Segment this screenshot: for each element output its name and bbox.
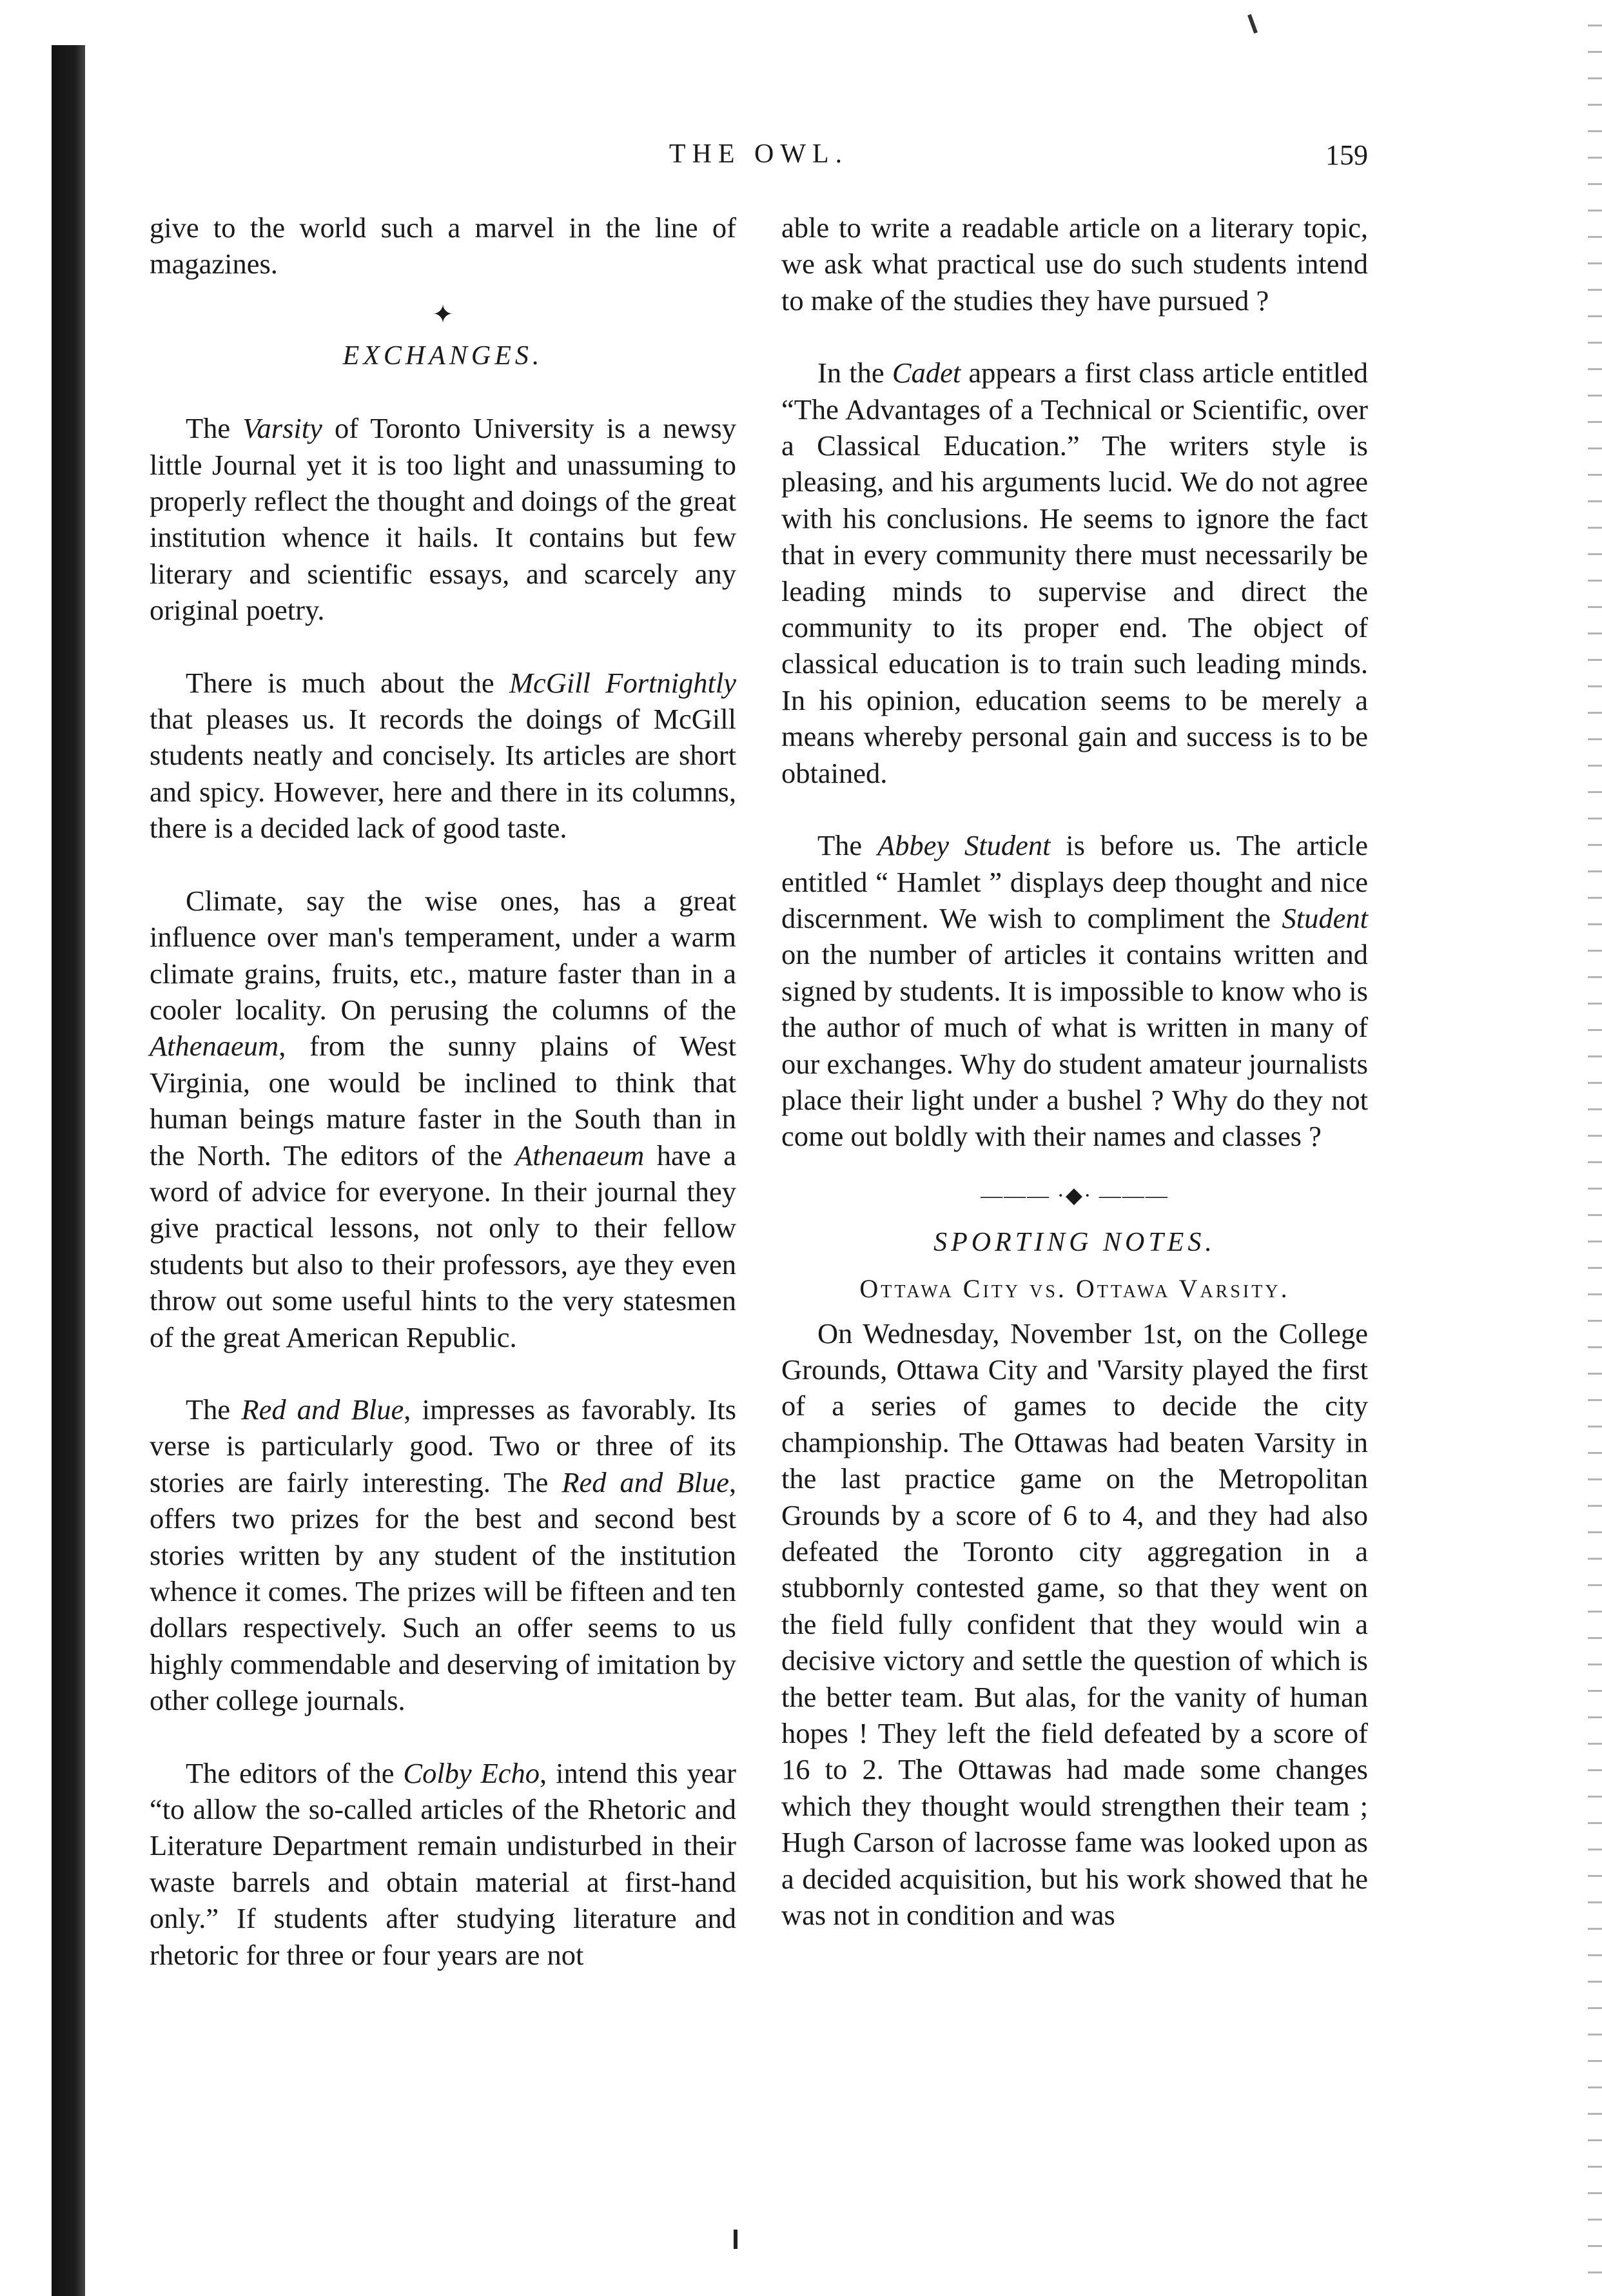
italic-title: Colby Echo (403, 1756, 540, 1789)
text-run: The (817, 829, 877, 862)
italic-title: Athenaeum (515, 1139, 645, 1172)
paragraph (781, 355, 1368, 791)
scan-speck (1247, 14, 1258, 34)
text-run: In the (817, 357, 892, 389)
paragraph (150, 410, 736, 628)
paragraph (781, 827, 1368, 1155)
continuation-text: able to write a readable article on a literary topic, we ask what practical use do such students intend to make of the studies they have pursued ? (781, 211, 1368, 317)
italic-title: Abbey Student (877, 829, 1051, 862)
page-number: 159 (1325, 139, 1368, 171)
paragraph (150, 883, 736, 1355)
text-run: There is much about the (186, 666, 509, 699)
scan-speck (734, 2230, 738, 2249)
paragraph (150, 665, 736, 847)
text-run: , from the sunny plains of West Virginia, one would be inclined to think that human beings mature faster in the South than in the North. The editors of the (150, 1030, 736, 1172)
italic-title: Varsity (242, 412, 322, 445)
running-head: THE OWL. (669, 139, 849, 169)
paragraph (150, 1391, 736, 1719)
italic-title: Red and Blue (562, 1466, 729, 1498)
text-run: is before us. The article entitled “ Hamlet ” displays deep thought and nice discernment. We wish to compliment the (781, 829, 1368, 934)
text-run: of Toronto University is a newsy little Journal yet it is too light and unassuming to properly reflect the thought and doings of the great institution whence it hails. It contains but few literary and scientific essays, and scarcely any original poetry. (150, 412, 736, 627)
paragraph (150, 1755, 736, 1973)
section-heading-sporting-notes: SPORTING NOTES. (933, 1227, 1216, 1257)
paragraph (781, 1315, 1368, 1934)
italic-title: Red and Blue (241, 1393, 404, 1426)
text-run: The (186, 1393, 242, 1426)
italic-title: Athenaeum (150, 1030, 279, 1063)
ornament-icon: ✦ (432, 299, 454, 329)
text-run: , impresses as favorably. Its verse is particularly good. Two or three of its stories are fairly interesting. The (150, 1393, 737, 1498)
article-subheading: Ottawa City vs. Ottawa Varsity. (859, 1274, 1290, 1304)
text-run: that pleases us. It records the doings of McGill students neatly and concisely. Its articles are short and spicy. However, here and there in its columns, there is a decided lack of good taste. (150, 703, 736, 845)
left-column (150, 210, 736, 1973)
section-heading-exchanges: EXCHANGES. (342, 340, 543, 371)
page-header (150, 139, 1368, 184)
text-run: appears a first class article entitled “The Advantages of a Technical or Scientific, over a Classical Education.” The writers style is pleasing, and his arguments lucid. We do not agree with his conclusions. He seems to ignore the fact that in every community there must necessarily be leading minds to supervise and direct the community to its proper end. The object of classical education is to train such leading minds. In his opinion, education seems to be merely a means whereby personal gain and success is to be obtained. (781, 357, 1368, 789)
right-column (781, 210, 1368, 1933)
italic-title: Cadet (892, 357, 961, 389)
scan-edge-noise (1588, 0, 1602, 2296)
text-run: , offers two prizes for the best and second best stories written by any student of the institution whence it comes. The prizes will be fifteen and ten dollars respectively. Such an offer seems to us highly commendable and deserving of imitation by other college journals. (150, 1466, 736, 1717)
text-run: Climate, say the wise ones, has a great influence over man's temperament, under a warm climate grains, fruits, etc., mature faster than in a cooler locality. On perusing the columns of the (150, 884, 736, 1026)
text-run: On Wednesday, November 1st, on the College Grounds, Ottawa City and 'Varsity played the first of a series of games to decide the city championship. The Ottawas had beaten Varsity in the last practice game on the Metropolitan Grounds by a score of 6 to 4, and they had also defeated the Toronto city aggregation in a stubbornly contested game, so that they went on the field fully confident that they would win a decisive victory and settle the question of which is the better team. But alas, for the vanity of human hopes ! They left the field defeated by a score of 16 to 2. The Ottawas had made some changes which they thought would strengthen their team ; Hugh Carson of lacrosse fame was looked upon as a decided acquisition, but his work showed that he was not in condition and was (781, 1317, 1368, 1932)
continuation-text: give to the world such a marvel in the line of magazines. (150, 211, 736, 280)
text-run: The (186, 412, 243, 445)
ornament-rule: ——— ·◆· ——— (981, 1183, 1169, 1208)
text-run: have a word of advice for everyone. In their journal they give practical lessons, not only to their fellow students but also to their professors, aye they even throw out some useful hints to the very statesmen of the great American Republic. (150, 1139, 736, 1353)
scan-binding-shadow (52, 45, 85, 2296)
italic-title: McGill Fortnightly (509, 666, 736, 699)
italic-title: Student (1282, 901, 1368, 934)
text-run: The editors of the (186, 1756, 404, 1789)
text-run: , intend this year “to allow the so-called articles of the Rhetoric and Literature Department remain undisturbed in their waste barrels and obtain material at first-hand only.” If students after studying literature and rhetoric for three or four years are not (150, 1756, 737, 1971)
text-run: on the number of articles it contains written and signed by students. It is impossible to know who is the author of much of what is written in many of our exchanges. Why do student amateur journalists place their light under a bushel ? Why do they not come out boldly with their names and classes ? (781, 938, 1368, 1153)
